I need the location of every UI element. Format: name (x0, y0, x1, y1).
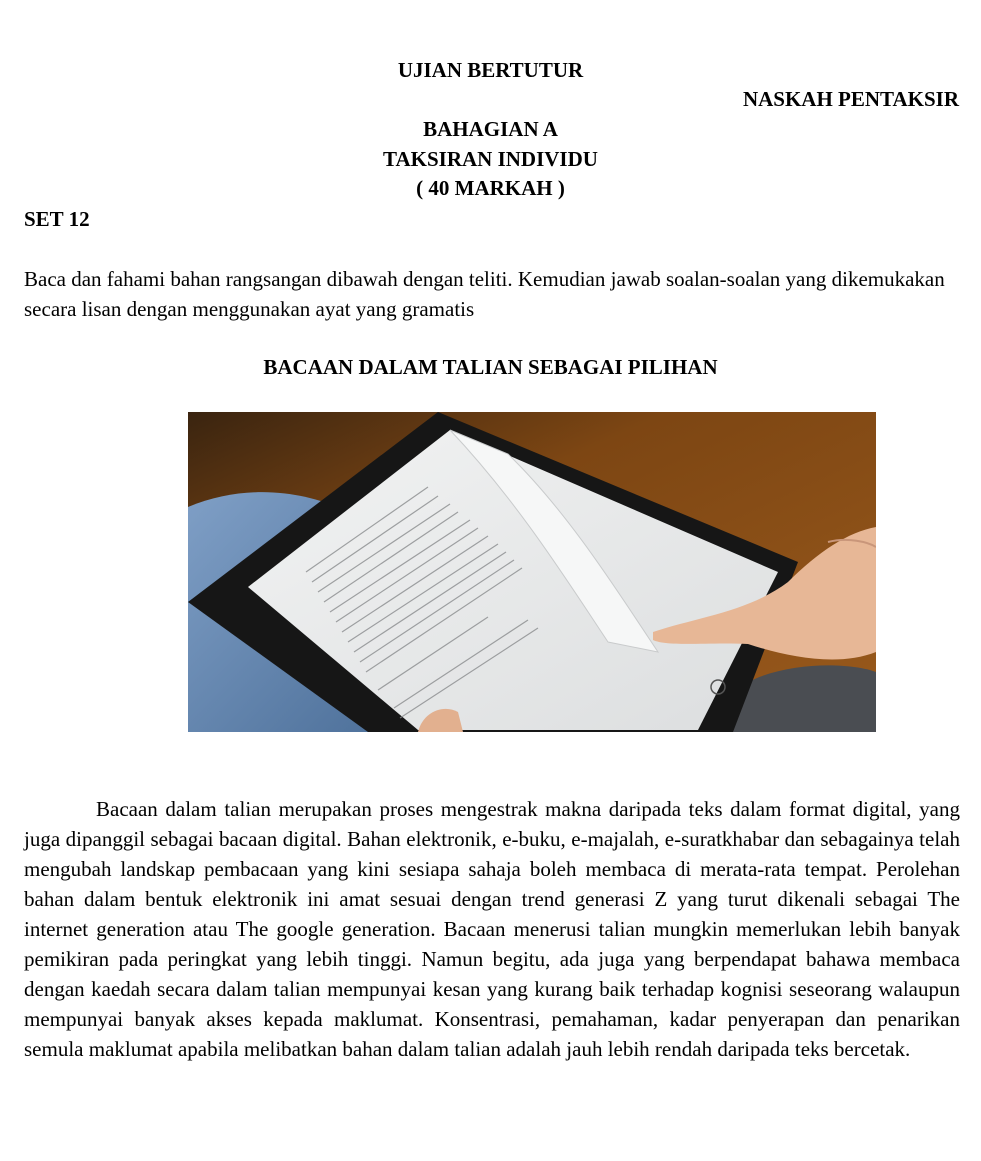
passage-body (24, 794, 960, 1064)
passage-title: BACAAN DALAM TALIAN SEBAGAI PILIHAN (263, 355, 718, 379)
assessment-label: TAKSIRAN INDIVIDU (383, 147, 598, 171)
exam-title: UJIAN BERTUTUR (397, 58, 584, 82)
section-label: BAHAGIAN A (423, 117, 558, 141)
document-type-label: NASKAH PENTAKSIR (742, 87, 959, 111)
tablet-reading-photo (188, 412, 876, 732)
marks-label: ( 40 MARKAH ) (416, 176, 565, 200)
instructions: Baca dan fahami bahan rangsangan dibawah dengan teliti. Kemudian jawab soalan-soalan yang dikemukakan secara lisan dengan menggunakan ayat yang gramatis (24, 267, 945, 321)
set-label: SET 12 (24, 207, 90, 231)
tablet-illustration (188, 412, 876, 732)
passage-text: Bacaan dalam talian merupakan proses mengestrak makna daripada teks dalam format digital, yang juga dipanggil sebagai bacaan digital. Bahan elektronik, e-buku, e-majalah, e-suratkhabar dan sebagainya telah mengubah landskap pembacaan yang kini sesiapa sahaja boleh membaca di merata-rata tempat. Perolehan bahan dalam bentuk elektronik ini amat sesuai dengan trend generasi Z yang turut dikenali sebagai The internet generation atau The google generation. Bacaan menerusi talian mungkin memerlukan lebih banyak pemikiran pada peringkat yang lebih tinggi. Namun begitu, ada juga yang berpendapat bahawa membaca dengan kaedah secara dalam talian mempunyai kesan yang kurang baik terhadap kognisi seseorang walaupun mempunyai banyak akses kepada maklumat. Konsentrasi, pemahaman, kadar penyerapan dan penarikan semula maklumat apabila melibatkan bahan dalam talian adalah jauh lebih rendah daripada teks bercetak. (24, 797, 960, 1061)
